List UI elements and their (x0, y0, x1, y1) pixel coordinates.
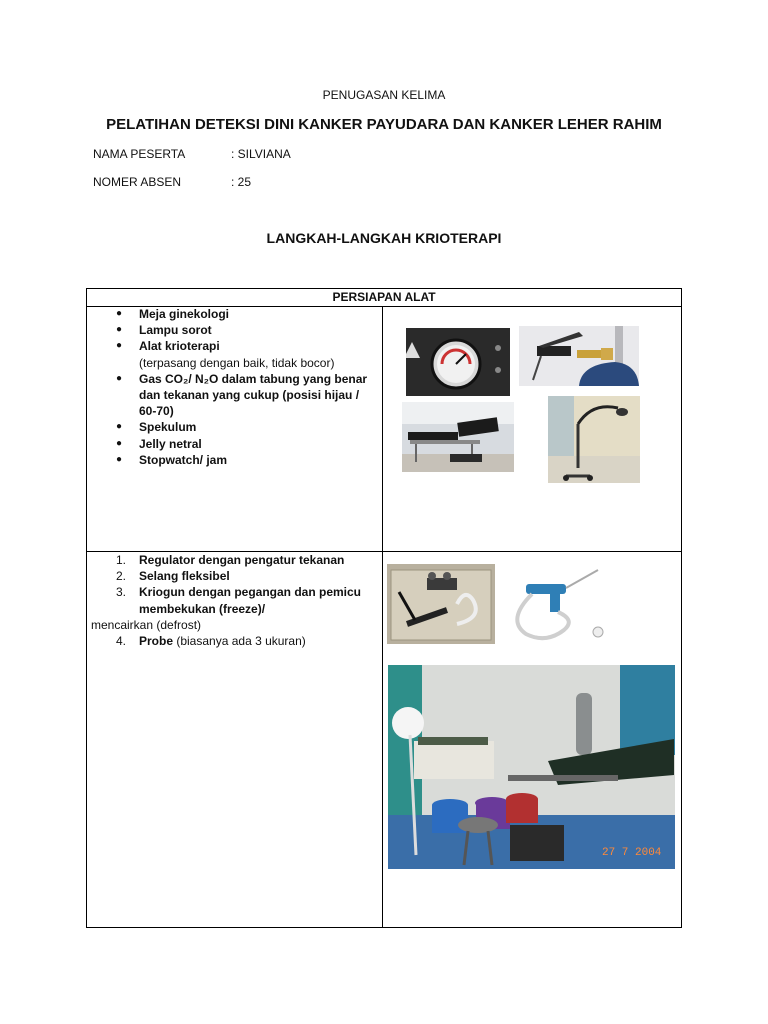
document-subtitle: PENUGASAN KELIMA (322, 88, 446, 102)
list-item: 3. Kriogun dengan pegangan dan pemicu (116, 585, 362, 600)
tools-table (86, 288, 682, 928)
pressure-gauge-photo (406, 328, 510, 396)
list-item: 2. Selang fleksibel (116, 569, 230, 584)
photo-date-stamp: 27 7 2004 (602, 847, 662, 859)
list-item: ● Stopwatch/ jam (116, 452, 228, 467)
list-item: ● Meja ginekologi (116, 307, 230, 321)
name-label: NAMA PESERTA (93, 147, 186, 161)
gyn-table-photo (402, 402, 514, 472)
absen-label: NOMER ABSEN (93, 175, 182, 189)
cryo-gun-photo (506, 564, 612, 644)
list-item: 4. Probe (biasanya ada 3 ukuran) (116, 634, 306, 649)
column-divider (382, 306, 383, 927)
name-value: : SILVIANA (231, 147, 291, 161)
table-header: PERSIAPAN ALAT (87, 289, 681, 307)
list-item-note: (terpasang dengan baik, tidak bocor) (139, 355, 335, 370)
equipment-list (116, 306, 368, 468)
exam-lamp-photo (548, 396, 640, 483)
list-item: ● Lampu sorot (116, 323, 212, 338)
list-item: ● Gas CO₂/ N₂O dalam tabung yang benar (116, 371, 368, 386)
list-item-continued: membekukan (freeze)/ (139, 601, 266, 616)
list-item-continued: 60-70) (139, 404, 174, 419)
exam-room-photo (388, 665, 675, 869)
regulator-tank-photo (519, 326, 639, 386)
absen-value: : 25 (231, 175, 252, 189)
list-item-continued: dan tekanan yang cukup (posisi hijau / (139, 388, 360, 403)
cryo-components-list (91, 552, 362, 649)
section-title: LANGKAH-LANGKAH KRIOTERAPI (266, 230, 502, 246)
list-item: ● Alat krioterapi (116, 339, 220, 354)
list-item: 1. Regulator dengan pengatur tekanan (116, 553, 345, 567)
cryo-kit-photo (387, 564, 495, 644)
list-item: ● Spekulum (116, 420, 197, 435)
list-item: ● Jelly netral (116, 436, 202, 451)
document-title: PELATIHAN DETEKSI DINI KANKER PAYUDARA DAN KANKER LEHER RAHIM (106, 116, 662, 133)
list-item-continued: mencairkan (defrost) (91, 617, 202, 632)
